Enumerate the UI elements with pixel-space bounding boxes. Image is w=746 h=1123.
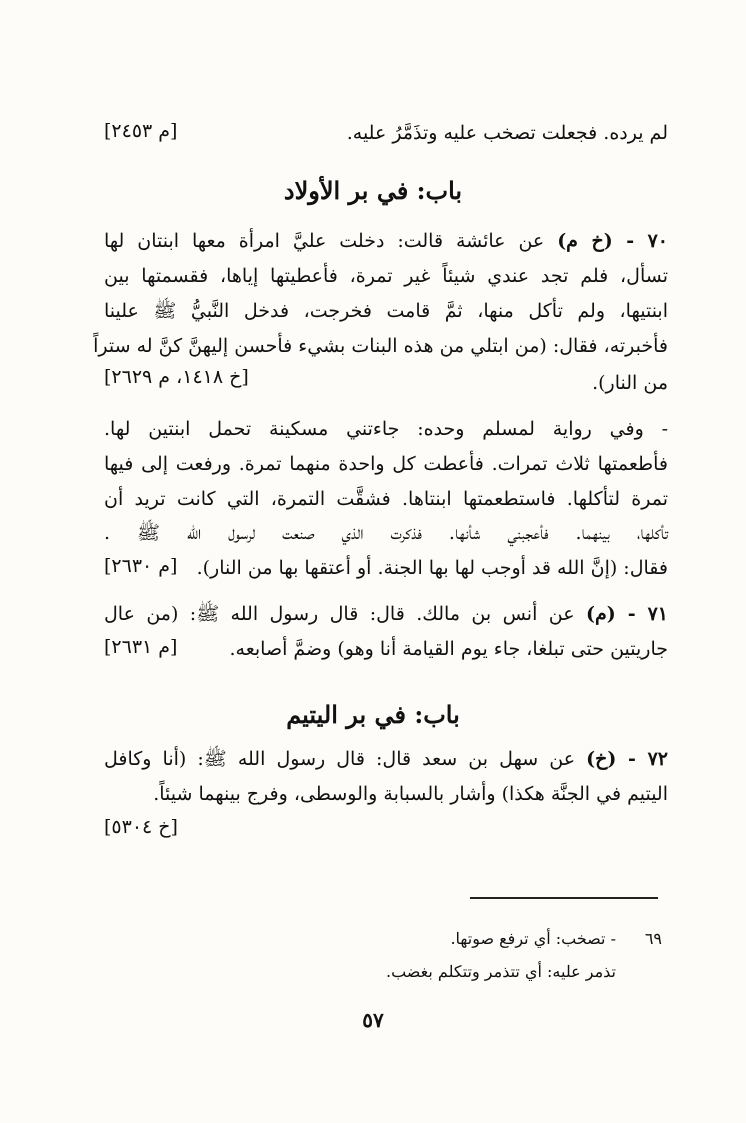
hadith-71-line-2: جاريتين حتى تبلغا، جاء يوم القيامة أنا وهو) وضمَّ أصابعه. xyxy=(229,638,668,660)
hadith-70-line-5: من النار). xyxy=(592,372,668,394)
hadith-70-line-3: ابنتيها، ولم تأكل منها، ثمَّ قامت فخرجت، فدخل النَّبيُّ ﷺ علينا xyxy=(104,300,668,322)
footnote-line-1: - تصخب: أي ترفع صوتها. xyxy=(450,929,616,948)
riwaya-line-5: فقال: (إنَّ الله قد أوجب لها بها الجنة. أو أعتقها بها من النار). xyxy=(196,557,668,579)
hadith-71-number: ٧١ - (م) xyxy=(585,603,668,625)
hadith-72-line-2: اليتيم في الجنَّة هكذا) وأشار بالسبابة والوسطى، وفرج بينهما شيئاً. xyxy=(153,783,668,805)
reference-71: [م ٢٦٣١] xyxy=(104,636,178,658)
hadith-72-line-1 xyxy=(104,748,668,771)
hadith-70-line-4: فأخبرته، فقال: (من ابتلي من هذه البنات بشيء فأحسن إليهنَّ كنَّ له ستراً xyxy=(93,335,668,357)
riwaya-line-4: تأكلها، بينهما. فأعجبني شأنها. فذكرت الذي صنعت لرسول الله ﷺ . xyxy=(104,522,668,544)
footnote-line-2: تذمر عليه: أي تتذمر وتتكلم بغضب. xyxy=(386,962,616,981)
footnote-number: ٦٩ xyxy=(644,929,662,948)
riwaya-line-2: فأطعمتها ثلاث تمرات. فأعطت كل واحدة منهما تمرة. ورفعت إلى فيها xyxy=(104,453,668,475)
reference-top: [م ٢٤٥٣] xyxy=(104,120,178,142)
page-number: ٥٧ xyxy=(362,1008,384,1032)
hadith-70-text-1: عن عائشة قالت: دخلت عليَّ امرأة معها ابنتان لها xyxy=(104,230,545,252)
hadith-72-number: ٧٢ - (خ) xyxy=(586,748,668,770)
hadith-71-text-1: عن أنس بن مالك. قال: قال رسول الله ﷺ: (من عال xyxy=(104,603,575,625)
hadith-70-line-1 xyxy=(104,230,668,253)
reference-riwaya: [م ٢٦٣٠] xyxy=(104,555,178,577)
reference-70: [خ ١٤١٨، م ٢٦٢٩] xyxy=(104,366,249,388)
hadith-71-line-1 xyxy=(104,603,668,626)
riwaya-line-3: تمرة لتأكلها. فاستطعمتها ابنتاها. فشقَّت التمرة، التي كانت تريد أن xyxy=(104,488,668,510)
hadith-70-number: ٧٠ - (خ م) xyxy=(557,230,668,252)
riwaya-line-1: - وفي رواية لمسلم وحده: جاءتني مسكينة تحمل ابنتين لها. xyxy=(104,418,668,440)
section-heading-orphan: باب: في بر اليتيم xyxy=(286,700,460,729)
section-heading-children: باب: في بر الأولاد xyxy=(283,176,463,205)
hadith-72-text-1: عن سهل بن سعد قال: قال رسول الله ﷺ: (أنا وكافل xyxy=(104,748,576,770)
continuation-line: لم يرده. فجعلت تصخب عليه وتذَمَّرُ عليه. xyxy=(346,122,668,144)
reference-72: [خ ٥٣٠٤] xyxy=(104,816,178,838)
hadith-70-line-2: تسأل، فلم تجد عندي شيئاً غير تمرة، فأعطيتها إياها، فقسمتها بين xyxy=(104,265,668,287)
footnote-separator xyxy=(470,897,658,899)
